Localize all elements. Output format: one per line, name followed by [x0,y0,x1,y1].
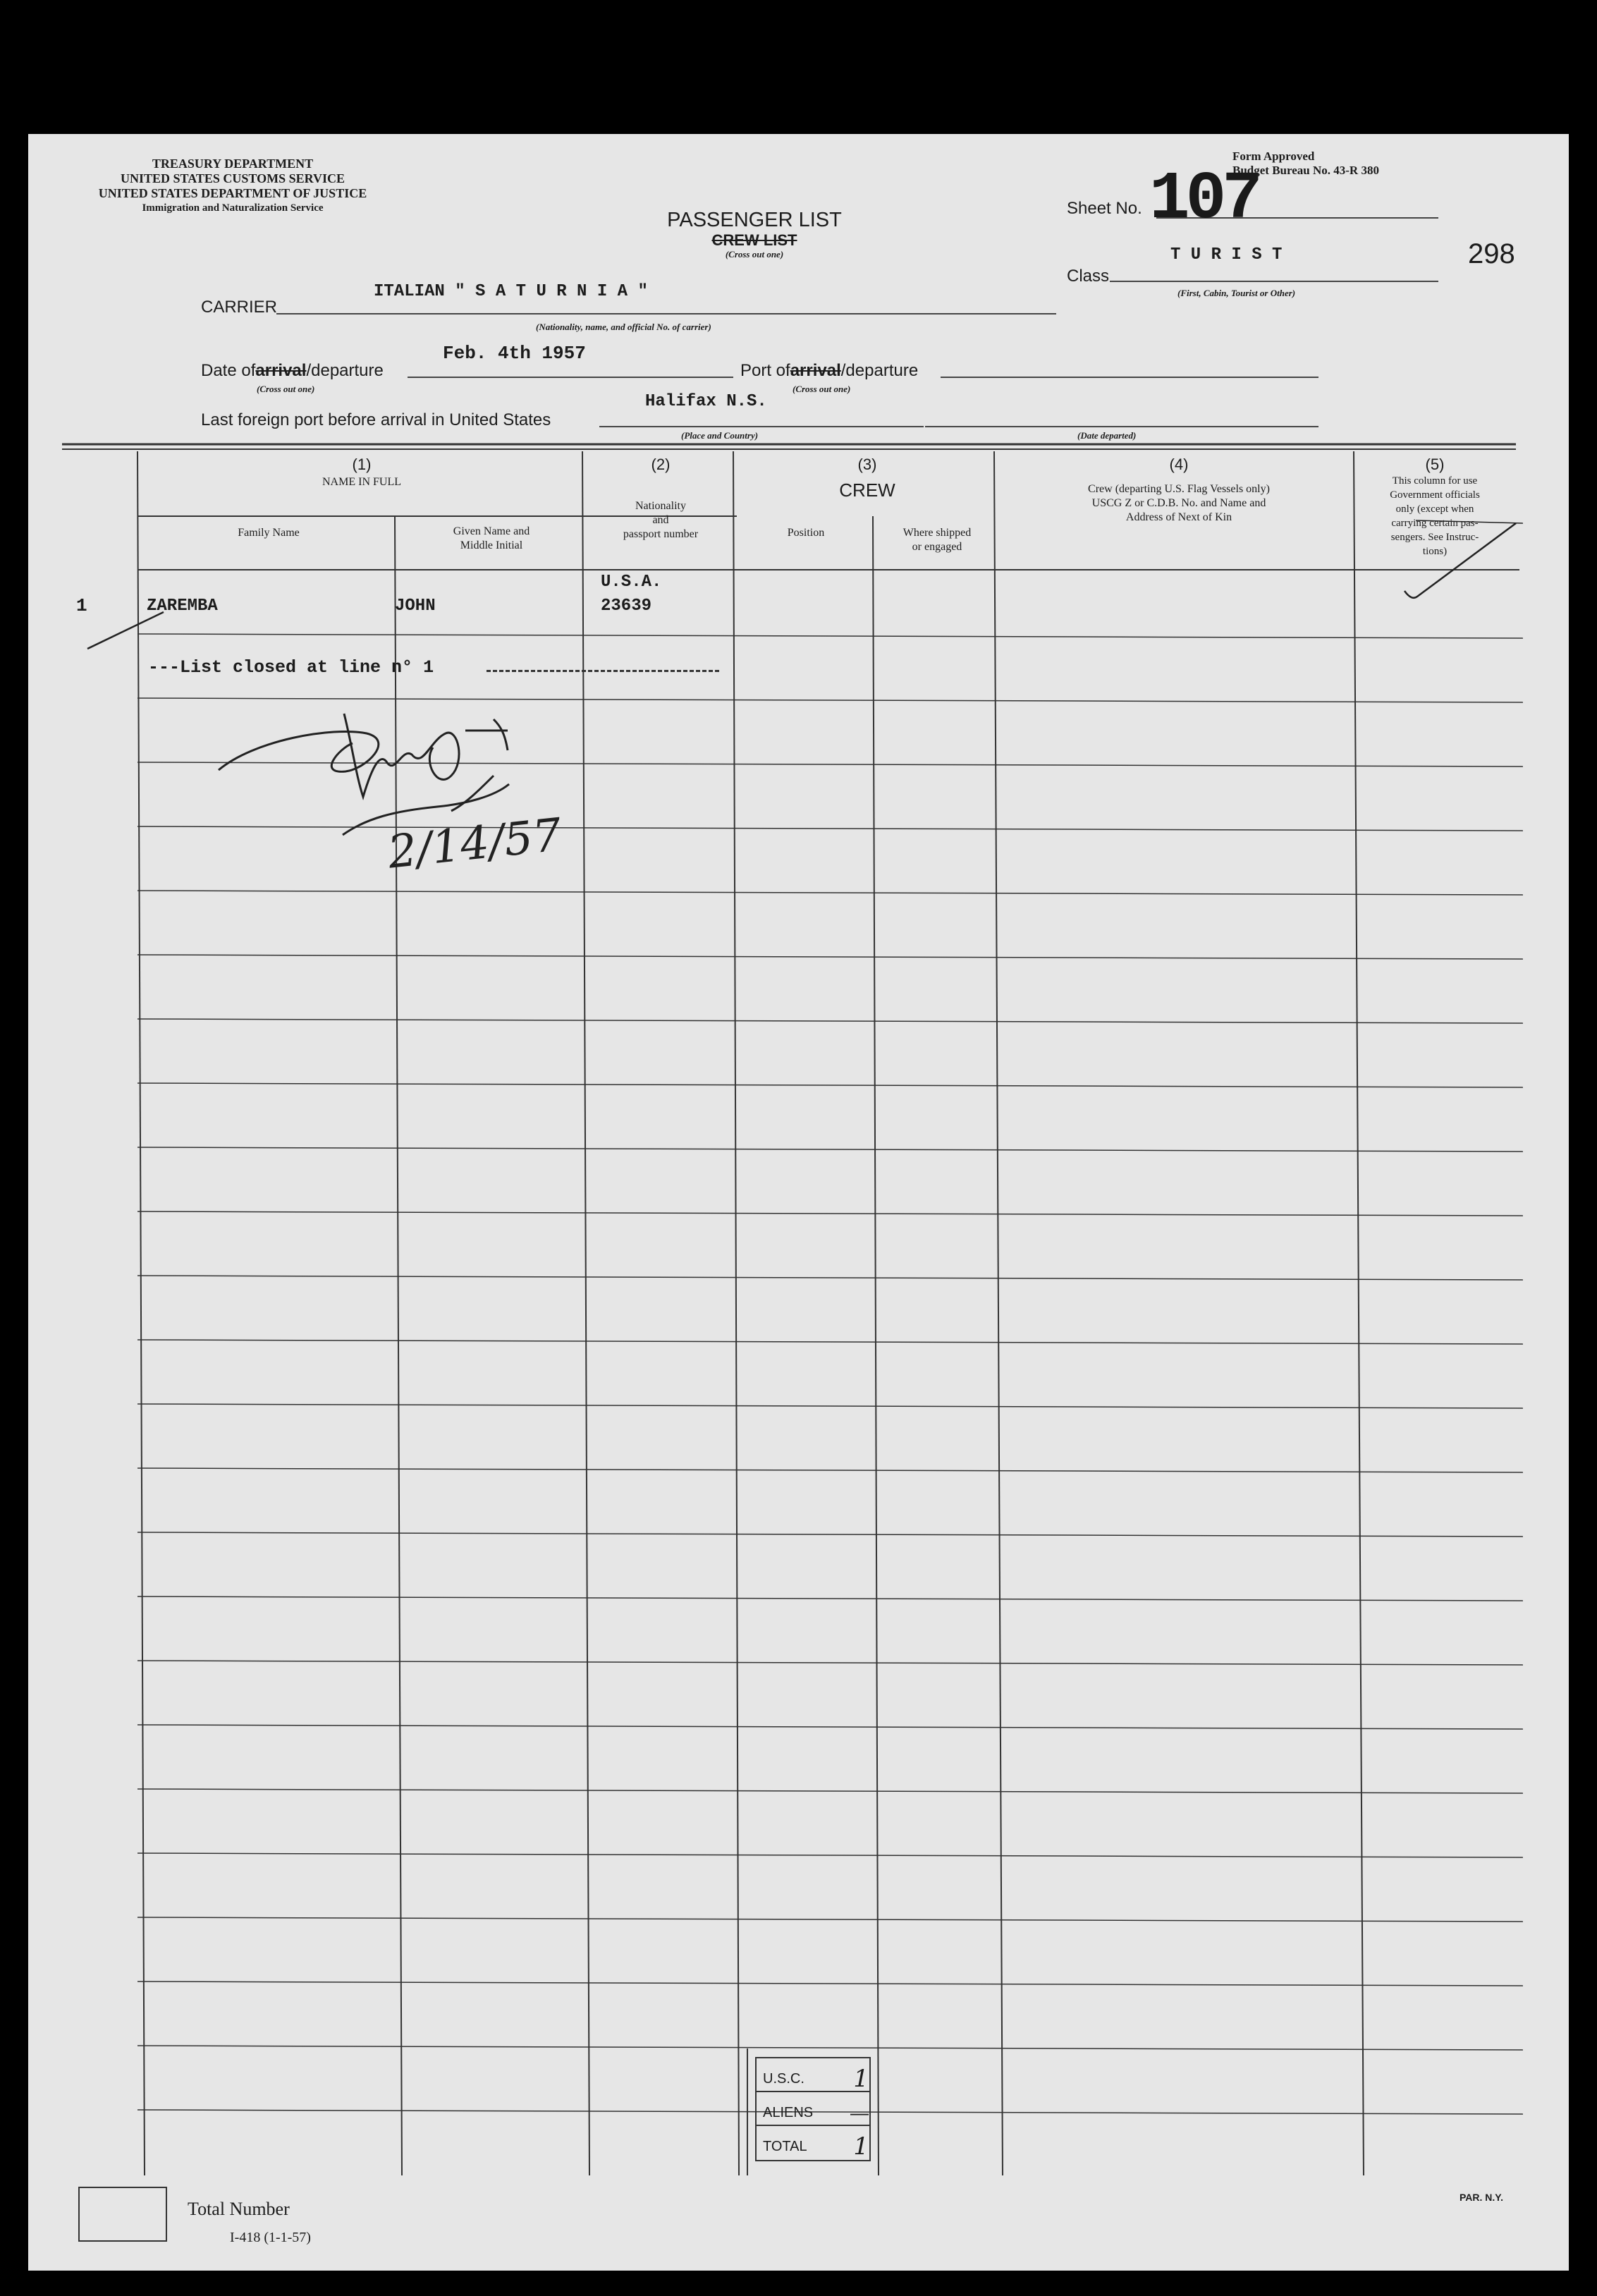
col4-line-2: USCG Z or C.D.B. No. and Name and [1091,497,1266,509]
form-number: I-418 (1-1-57) [230,2230,311,2245]
table-row-rule [137,1853,1523,1857]
col-nationality-line-1: Nationality [635,500,686,512]
table-row-rule [137,1917,1523,1922]
col5-line-3: only (except when [1395,503,1474,515]
agency-line-4: Immigration and Naturalization Service [142,202,324,214]
row-family-name: ZAREMBA [147,597,218,616]
col-where-shipped [877,526,997,554]
table-row-rule [137,1083,1523,1087]
title-passenger-list: PASSENGER LIST [667,209,842,231]
stamp-total-label: TOTAL [763,2138,807,2154]
agency-line-2: UNITED STATES CUSTOMS SERVICE [121,171,345,185]
stamp-row-total [763,2130,869,2163]
stamp-content [763,2062,869,2163]
date-departed-note: (Date departed) [1077,430,1137,441]
table-row-rule [137,1340,1523,1344]
list-closed-note: ---List closed at line n° 1 [148,657,434,678]
signature-date: 2/14/57 [385,809,564,879]
stamp-usc-label: U.S.C. [763,2070,804,2087]
stamp-row-aliens [763,2096,869,2130]
col5-line-6: tions) [1422,546,1448,557]
stamp-total-value: 1 [853,2132,869,2161]
col-given-name [398,525,585,553]
table-row-rule [137,1661,1523,1665]
row-nationality: U.S.A. [601,573,662,592]
agency-line-3: UNITED STATES DEPARTMENT OF JUSTICE [98,186,367,200]
col-given-name-line-2: Middle Initial [460,539,523,551]
row-line-number: 1 [76,595,87,616]
agency-line-1: TREASURY DEPARTMENT [152,157,314,171]
col-where-shipped-line-2: or engaged [912,541,962,553]
stamp-usc-value: 1 [853,2065,869,2093]
col4-line-1: Crew (departing U.S. Flag Vessels only) [1088,483,1270,495]
stamp-row-usc [763,2062,869,2096]
col-nationality-line-2: and [652,514,669,526]
date-note: (Cross out one) [257,384,315,394]
sheet-number: 107 [1149,161,1259,238]
col-position: Position [787,527,825,539]
col5-line-4: carrying certain pas- [1391,518,1479,529]
stamp-aliens-value: — [850,2101,869,2123]
printer-mark: PAR. N.Y. [1460,2192,1503,2203]
class-value: T U R I S T [1170,245,1283,264]
col5-title [1361,474,1509,558]
port-label-prefix: Port of [740,361,790,380]
carrier-label: CARRIER [201,298,278,317]
table-row-rule [137,1532,1523,1537]
col1-number: (1) [352,456,372,473]
col1-title: NAME IN FULL [322,476,401,488]
table-row-rule [137,1981,1523,1986]
last-port-note: (Place and Country) [681,430,759,441]
table-row-rule [137,1211,1523,1216]
stamp-aliens-label: ALIENS [763,2104,814,2120]
table-row-rule [137,1725,1523,1729]
table-row-rule [137,762,1523,767]
total-number-box [79,2187,166,2241]
col5-line-1: This column for use [1392,475,1478,487]
table-row-rule [137,826,1523,831]
table-row-rule [137,1147,1523,1152]
date-label-suffix: /departure [306,361,384,380]
col-nationality [585,499,736,542]
col4-line-3: Address of Next of Kin [1125,511,1232,523]
table-row-rule [137,1596,1523,1601]
table-row-rule [137,2046,1523,2050]
carrier-value: ITALIAN " S A T U R N I A " [374,282,648,301]
table-row-rule [137,634,1523,638]
page-number: 298 [1468,238,1515,269]
date-value: Feb. 4th 1957 [443,343,586,364]
table-row-rule [137,955,1523,959]
col3-number: (3) [857,456,877,473]
table-row-rule [137,698,1523,702]
table-row-rule [137,1404,1523,1408]
title-crew-list-struck: CREW LIST [711,231,797,249]
col2-number: (2) [651,456,671,473]
signature [219,714,509,835]
last-port-label: Last foreign port before arrival in United States [201,410,551,429]
col4-title [1000,482,1358,525]
class-note: (First, Cabin, Tourist or Other) [1177,288,1296,298]
col-given-name-line-1: Given Name and [453,525,530,537]
col5-line-5: sengers. See Instruc- [1390,532,1479,543]
list-closed-rule [487,670,719,672]
class-label: Class [1067,267,1110,286]
col3-title: CREW [839,480,895,501]
col-nationality-line-3: passport number [623,528,699,540]
last-port-value: Halifax N.S. [645,392,767,411]
table-row-rule [137,891,1523,895]
form-approved-line-1: Form Approved [1232,149,1315,163]
sheet-label: Sheet No. [1067,199,1142,218]
table-row-rule [137,1468,1523,1472]
port-label-struck: arrival [790,361,841,380]
carrier-note: (Nationality, name, and official No. of carrier) [536,322,711,332]
col4-number: (4) [1169,456,1189,473]
port-note: (Cross out one) [793,384,851,394]
port-label-suffix: /departure [840,361,919,380]
col5-number: (5) [1425,456,1445,473]
table-row-rule [137,1019,1523,1023]
title-note: (Cross out one) [725,249,784,259]
row-passport: 23639 [601,597,652,616]
col-where-shipped-line-1: Where shipped [902,527,972,539]
form-approved-line-2: Budget Bureau No. 43-R 380 [1232,164,1379,177]
row-given-name: JOHN [395,597,436,616]
table-row-rule [137,1789,1523,1793]
col5-line-2: Government officials [1390,489,1480,501]
table-row-rule [137,1276,1523,1280]
date-label-prefix: Date of [201,361,256,380]
total-number-label: Total Number [188,2199,290,2219]
date-label-struck: arrival [255,361,307,380]
col-family-name: Family Name [238,527,300,539]
